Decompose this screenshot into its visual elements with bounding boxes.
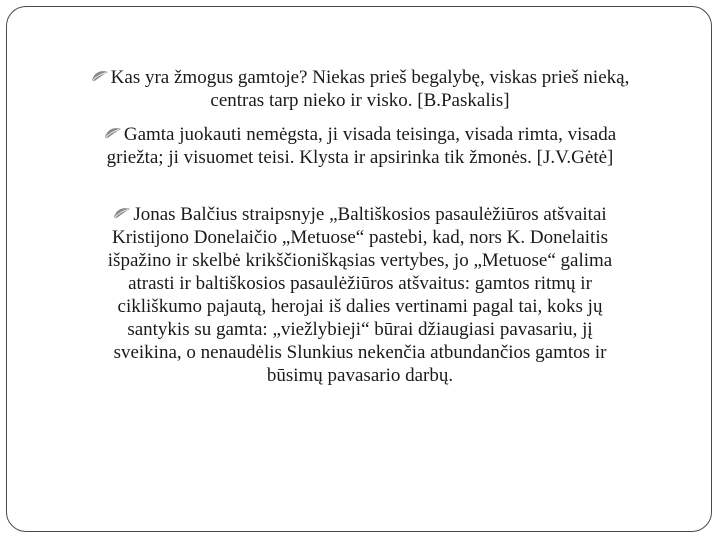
paragraph-line: santykis su gamta: „viežlybieji“ būrai džiaugiasi pavasariu, jį (127, 319, 593, 340)
paragraph-line: atrasti ir baltiškosios pasaulėžiūros atšvaitus: gamtos ritmų ir (128, 273, 592, 294)
quote-paragraph-goethe (40, 123, 680, 169)
paragraph-line: cikliškumo pajautą, herojai iš dalies vertinami pagal tai, koks jų (117, 296, 603, 317)
leaf-bullet-icon (91, 69, 109, 83)
leaf-bullet-icon (104, 126, 122, 140)
paragraph-line: griežta; ji visuomet teisi. Klysta ir apsirinka tik žmonės. [J.V.Gėtė] (106, 147, 614, 168)
quote-paragraph-pascal (40, 66, 680, 112)
paragraph-line: Gamta juokauti nemėgsta, ji visada teisinga, visada rimta, visada (40, 123, 680, 146)
paragraph-line: Kristijono Donelaičio „Metuose“ pastebi, kad, nors K. Donelaitis (111, 227, 608, 248)
paragraph-line: sveikina, o nenaudėlis Slunkius nekenčia atbundančios gamtos ir (113, 342, 607, 363)
leaf-bullet-icon (113, 206, 131, 220)
balcius-paragraph (40, 203, 680, 387)
paragraph-line: centras tarp nieko ir visko. [B.Paskalis] (210, 90, 510, 111)
paragraph-line: Jonas Balčius straipsnyje „Baltiškosios pasaulėžiūros atšvaitai (40, 203, 680, 226)
paragraph-line: išpažino ir skelbė krikščioniškąsias vertybes, jo „Metuose“ galima (107, 250, 613, 271)
paragraph-line: būsimų pavasario darbų. (266, 365, 454, 386)
paragraph-line: Kas yra žmogus gamtoje? Niekas prieš begalybę, viskas prieš nieką, (40, 66, 680, 89)
